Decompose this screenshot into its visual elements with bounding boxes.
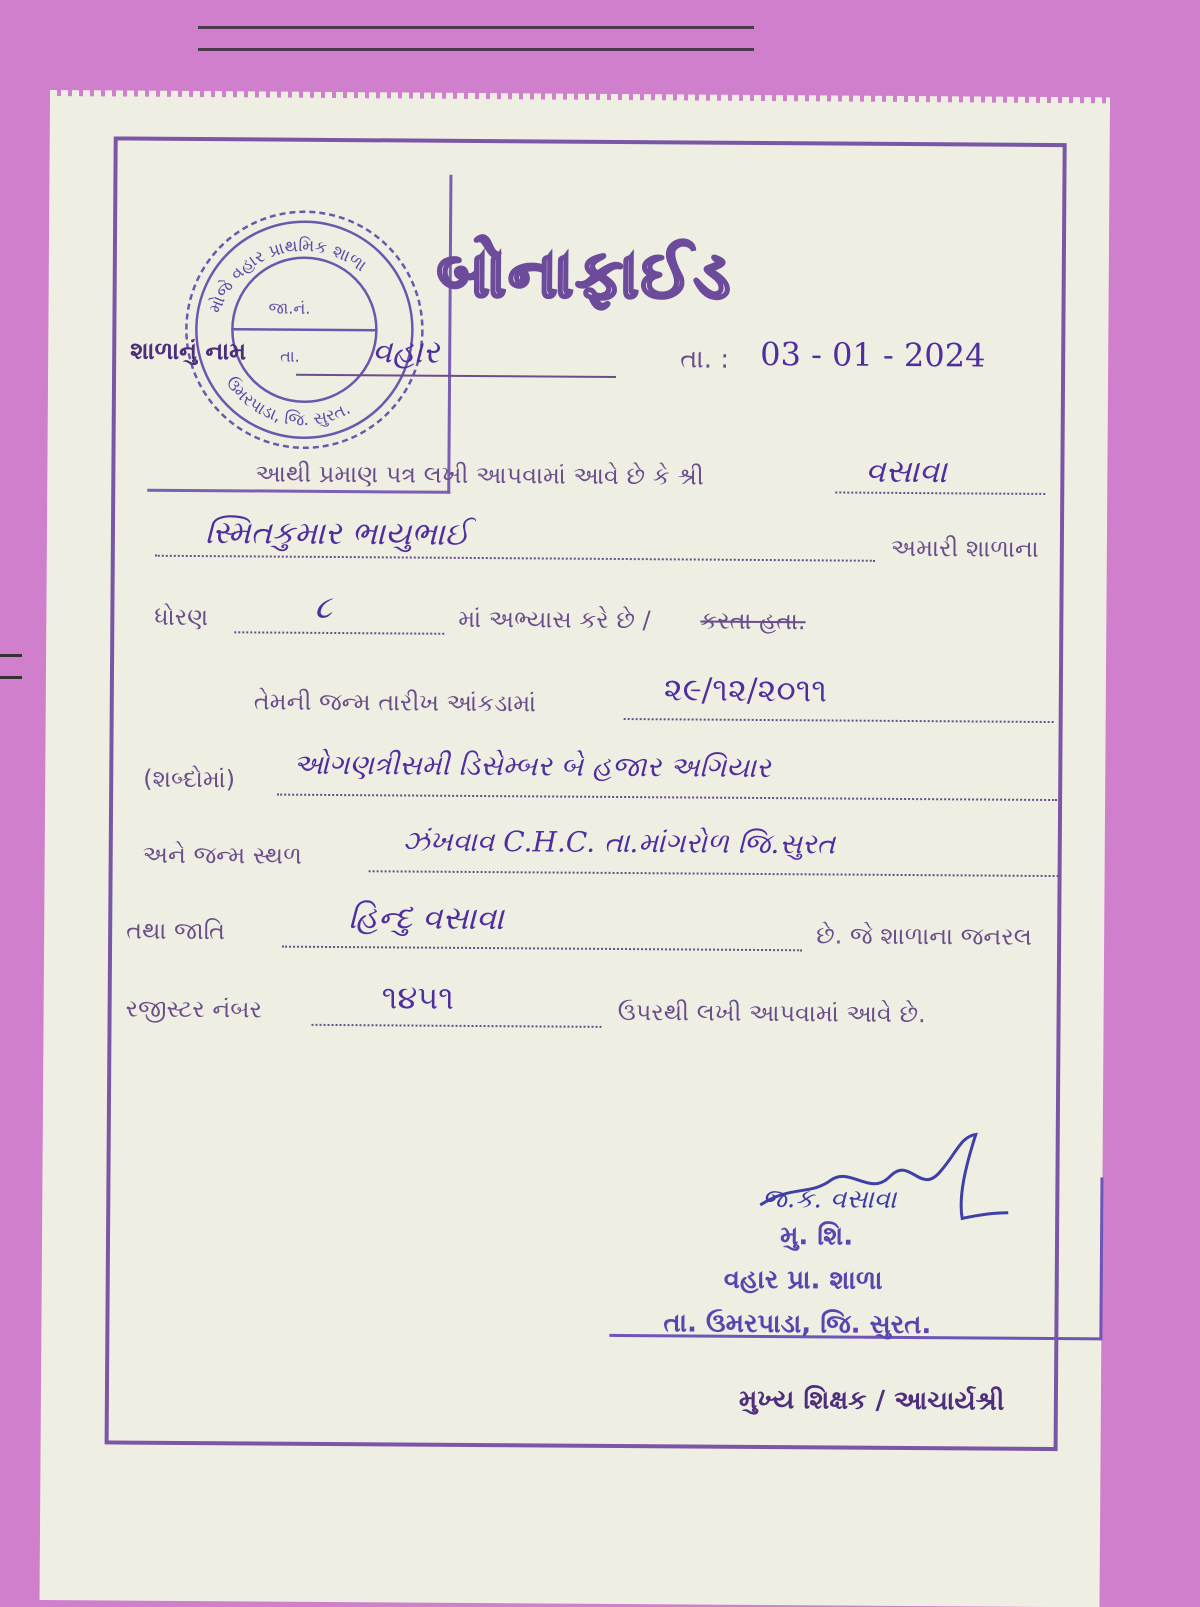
surname-value: વસાવા bbox=[865, 451, 948, 491]
signatory-role: મુખ્ય શિક્ષક / આચાર્યશ્રી bbox=[738, 1384, 1005, 1417]
body-line-2-dots bbox=[155, 555, 875, 562]
background-edge-line bbox=[0, 676, 22, 679]
body-line-6-dots bbox=[369, 870, 1059, 877]
student-name-value: સ્મિતકુમાર ભાયુભાઈ bbox=[204, 513, 470, 553]
body-line-7-text-a: તથા જાતિ bbox=[126, 916, 226, 946]
body-line-2-text: અમારી શાળાના bbox=[890, 533, 1039, 563]
certificate-title: બોનાફાઈડ bbox=[436, 234, 733, 314]
school-name-value: વહાર bbox=[372, 332, 440, 371]
certificate-frame bbox=[105, 136, 1067, 1451]
background-rule bbox=[198, 26, 754, 29]
body-line-3-text-a: ધોરણ bbox=[154, 602, 209, 632]
background-rule bbox=[198, 48, 754, 51]
signature-school: વહાર પ્રા. શાળા bbox=[723, 1264, 883, 1296]
birth-date-value: ૨૯/૧૨/૨૦૧૧ bbox=[663, 670, 828, 710]
register-number-value: ૧૪૫૧ bbox=[381, 978, 455, 1017]
standard-value: ૮ bbox=[314, 587, 333, 626]
signature-icon bbox=[750, 1125, 1011, 1237]
caste-value: હિન્દુ વસાવા bbox=[348, 898, 504, 938]
body-line-4-dots bbox=[624, 718, 1054, 723]
body-line-8-text-b: ઉપરથી લખી આપવામાં આવે છે. bbox=[617, 997, 926, 1029]
certificate-paper bbox=[40, 96, 1110, 1607]
body-line-5-text: (શબ્દોમાં) bbox=[143, 764, 236, 794]
torn-edge bbox=[50, 90, 1110, 109]
signature-place: તા. ઉમરપાડા, જિ. સુરત. bbox=[663, 1308, 932, 1341]
birth-date-words-value: ઓગણત્રીસમી ડિસેમ્બર બે હજાર અગિયાર bbox=[293, 747, 771, 785]
stamp-ring-text: મોજે વહાર પ્રાથમિક શાળા bbox=[205, 235, 371, 316]
date-value: 03 - 01 - 2024 bbox=[760, 334, 986, 375]
school-name-label: શાળાનું નામ bbox=[130, 336, 247, 366]
stamp-bottom-text: ઉમરપાડા, જિ. સુરત. bbox=[221, 373, 354, 431]
signature-title: મુ. શિ. bbox=[779, 1221, 854, 1252]
signature-handwritten: જ.ક. વસાવા bbox=[762, 1184, 897, 1215]
body-line-7-dots bbox=[282, 946, 802, 952]
date-label: તા. : bbox=[680, 344, 730, 375]
body-line-8-dots bbox=[312, 1024, 602, 1028]
stamp-inner-line-2: તા. bbox=[280, 346, 300, 366]
body-line-3-text-b: માં અભ્યાસ કરે છે / bbox=[458, 604, 651, 635]
background-edge-line bbox=[0, 654, 22, 657]
body-line-6-text: અને જન્મ સ્થળ bbox=[142, 840, 302, 870]
body-line-1-text: આથી પ્રમાણ પત્ર લખી આપવામાં આવે છે કે શ્રી bbox=[255, 459, 704, 491]
body-line-4-text: તેમની જન્મ તારીખ આંકડામાં bbox=[253, 687, 537, 718]
body-line-3-struck: કરતા હતા. bbox=[700, 606, 806, 636]
body-line-8-text-a: રજીસ્ટર નંબર bbox=[125, 994, 263, 1024]
body-line-7-text-b: છે. જે શાળાના જનરલ bbox=[816, 921, 1032, 951]
body-line-3-dots bbox=[234, 631, 444, 634]
svg-text:ઉમરપાડા, જિ. સુરત. bbox=[221, 373, 354, 431]
birth-place-value: ઝંખવાવ C.H.C. તા.માંગરોળ જિ.સુરત bbox=[402, 824, 836, 861]
stamp-inner-line-1: જા.નં. bbox=[268, 298, 311, 318]
body-line-1-dots bbox=[835, 491, 1045, 494]
school-seal-icon bbox=[175, 201, 432, 458]
body-line-5-dots bbox=[277, 794, 1057, 801]
